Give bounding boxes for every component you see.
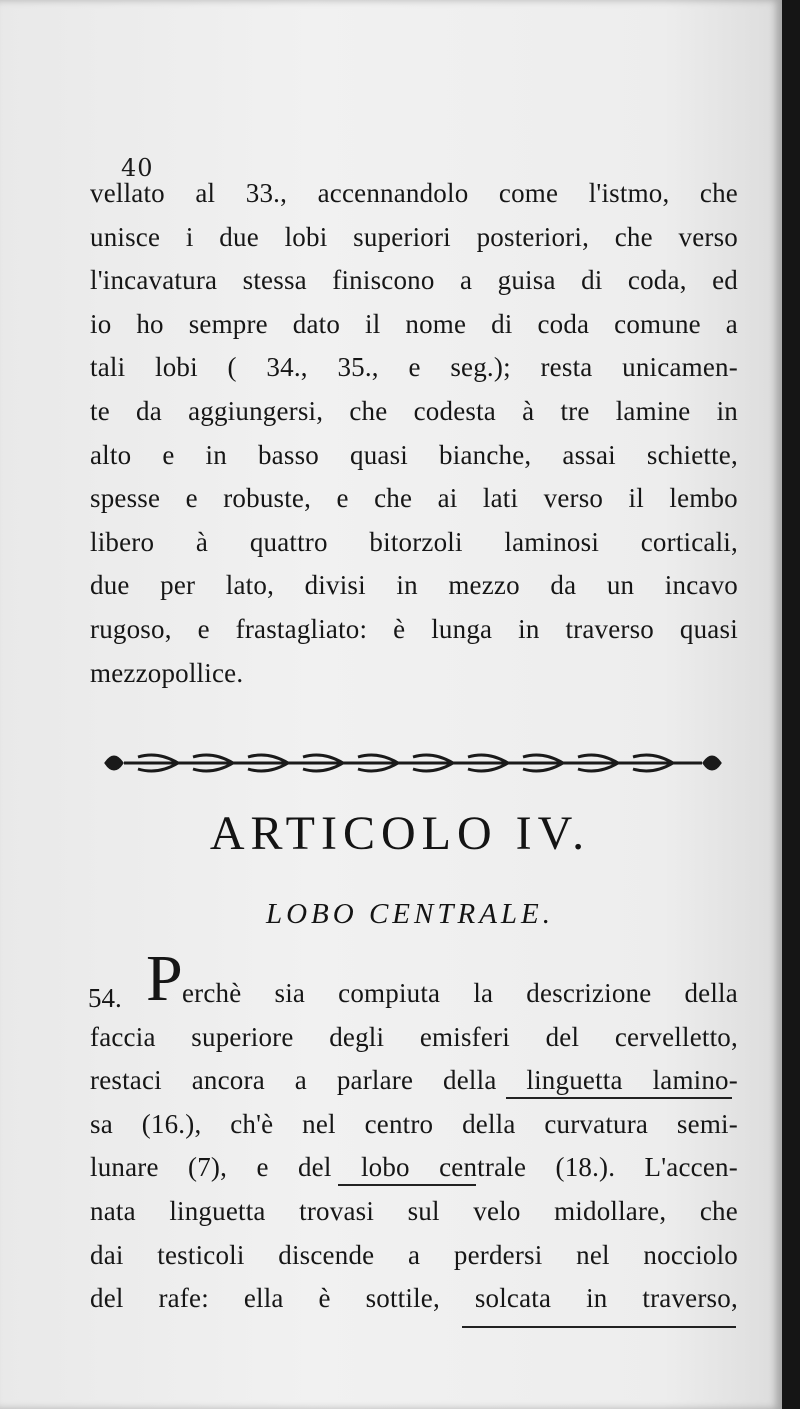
ornamental-divider bbox=[98, 748, 728, 778]
text-line: mezzo pollice. bbox=[90, 657, 244, 688]
article-heading: ARTICOLO IV. bbox=[209, 807, 591, 860]
text-line: alto e in basso quasi bianche, assai schiette, bbox=[90, 439, 738, 470]
text-line: l'incavatura stessa finiscono a guisa di coda, ed bbox=[90, 265, 738, 296]
text-line: io ho sempre dato il nome di coda comune a bbox=[90, 308, 738, 339]
text-line: te da aggiungersi, che codesta à tre lamine in bbox=[90, 396, 738, 426]
underline-solcata bbox=[462, 1326, 736, 1328]
text-line: vellato al 33., accennandolo come l'istmo, che bbox=[90, 178, 738, 208]
underline-linguetta bbox=[506, 1097, 732, 1099]
text-line: erchè sia compiuta la descrizione della bbox=[182, 978, 738, 1008]
text-line: tali lobi ( 34., 35., e seg.); resta unicamen- bbox=[90, 352, 738, 383]
text-line: spesse e robuste, e che ai lati verso il lembo bbox=[90, 483, 738, 514]
underline-lobo-centrale bbox=[338, 1184, 476, 1186]
page-edge bbox=[782, 0, 800, 1409]
drop-cap: P bbox=[146, 942, 183, 1015]
text-line: sa (16.), ch'è nel centro della curvatura semi- bbox=[90, 1108, 738, 1139]
text-line: unisce i due lobi superiori posteriori, che verso bbox=[90, 221, 738, 252]
section-subheading: LOBO CENTRALE. bbox=[265, 898, 555, 930]
text-line: dai testicoli discende a perdersi nel nocciolo bbox=[90, 1239, 738, 1270]
text-line: restaci ancora a parlare della linguetta lamino- bbox=[90, 1065, 738, 1096]
page-number: 40 bbox=[121, 154, 154, 182]
paragraph-number: 54. bbox=[88, 983, 122, 1013]
text-line: del rafe: ella è sottile, solcata in traverso, bbox=[90, 1283, 738, 1314]
text-line: lunare (7), e del lobo centrale (18.). L'accen- bbox=[90, 1152, 738, 1183]
text-line: due per lato, divisi in mezzo da un incavo bbox=[90, 570, 738, 601]
text-line: nata linguetta trovasi sul velo midollare, che bbox=[90, 1196, 738, 1226]
text-line: faccia superiore degli emisferi del cervelletto, bbox=[90, 1021, 738, 1052]
text-line: rugoso, e frastagliato: è lunga in traverso quasi bbox=[90, 614, 738, 644]
text-line: libero à quattro bitorzoli laminosi corticali, bbox=[90, 526, 738, 557]
